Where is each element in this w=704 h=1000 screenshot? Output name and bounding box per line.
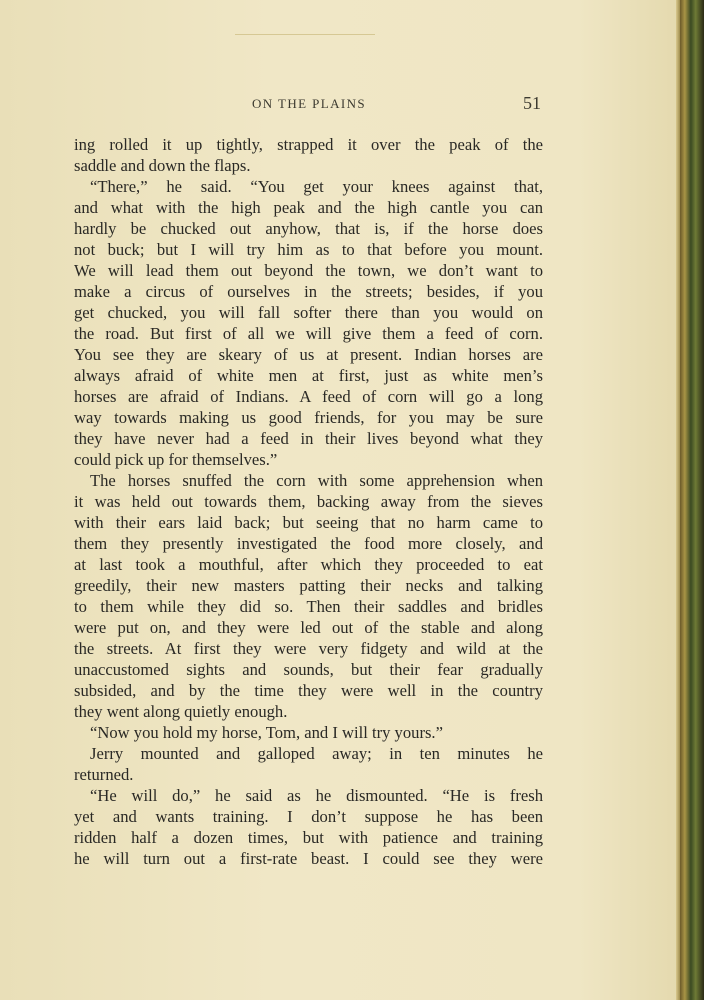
text-line: they have never had a feed in their lives beyond what they	[74, 429, 543, 448]
text-line: them they presently investigated the food more closely, and	[74, 534, 543, 553]
text-line: they went along quietly enough.	[74, 702, 288, 721]
text-line: the road. But first of all we will give them a feed of corn.	[74, 324, 543, 343]
text-line: he will turn out a first-rate beast. I could see they were	[74, 849, 543, 868]
text-line: greedily, their new masters patting their necks and talking	[74, 576, 543, 595]
text-line: horses are afraid of Indians. A feed of corn will go a long	[74, 387, 543, 406]
book-binding	[680, 0, 704, 1000]
text-line: at last took a mouthful, after which they proceeded to eat	[74, 555, 543, 574]
text-line: always afraid of white men at first, just as white men’s	[74, 366, 543, 385]
running-title: ON THE PLAINS	[252, 96, 367, 111]
text-line: with their ears laid back; but seeing that no harm came to	[74, 513, 543, 532]
text-line: ridden half a dozen times, but with patience and training	[74, 828, 543, 847]
text-line: were put on, and they were led out of the stable and along	[74, 618, 543, 637]
text-line: it was held out towards them, backing away from the sieves	[74, 492, 543, 511]
text-line: ing rolled it up tightly, strapped it over the peak of the	[74, 135, 543, 154]
body-text	[74, 134, 543, 869]
text-line: not buck; but I will try him as to that before you mount.	[74, 240, 543, 259]
text-line: hardly be chucked out anyhow, that is, if the horse does	[74, 219, 543, 238]
text-line: We will lead them out beyond the town, we don’t want to	[74, 261, 543, 280]
text-line: get chucked, you will fall softer there than you would on	[74, 303, 543, 322]
text-line: Jerry mounted and galloped away; in ten minutes he	[90, 744, 543, 763]
running-head	[0, 93, 680, 116]
text-line: yet and wants training. I don’t suppose he has been	[74, 807, 543, 826]
page-number: 51	[523, 93, 541, 113]
text-line: to them while they did so. Then their saddles and bridles	[74, 597, 543, 616]
text-line: unaccustomed sights and sounds, but their fear gradually	[74, 660, 543, 679]
text-line: returned.	[74, 765, 134, 784]
text-line: and what with the high peak and the high cantle you can	[74, 198, 543, 217]
text-line: make a circus of ourselves in the streets; besides, if you	[74, 282, 543, 301]
text-line: saddle and down the flaps.	[74, 156, 251, 175]
text-line: The horses snuffed the corn with some apprehension when	[90, 471, 543, 490]
page-stain-rule	[235, 34, 375, 35]
text-line: “Now you hold my horse, Tom, and I will try yours.”	[90, 723, 443, 742]
text-line: could pick up for themselves.”	[74, 450, 278, 469]
text-line: “There,” he said. “You get your knees against that,	[90, 177, 543, 196]
text-line: subsided, and by the time they were well in the country	[74, 681, 543, 700]
text-line: way towards making us good friends, for you may be sure	[74, 408, 543, 427]
text-line: “He will do,” he said as he dismounted. “He is fresh	[90, 786, 543, 805]
text-line: You see they are skeary of us at present. Indian horses are	[74, 345, 543, 364]
text-line: the streets. At first they were very fidgety and wild at the	[74, 639, 543, 658]
